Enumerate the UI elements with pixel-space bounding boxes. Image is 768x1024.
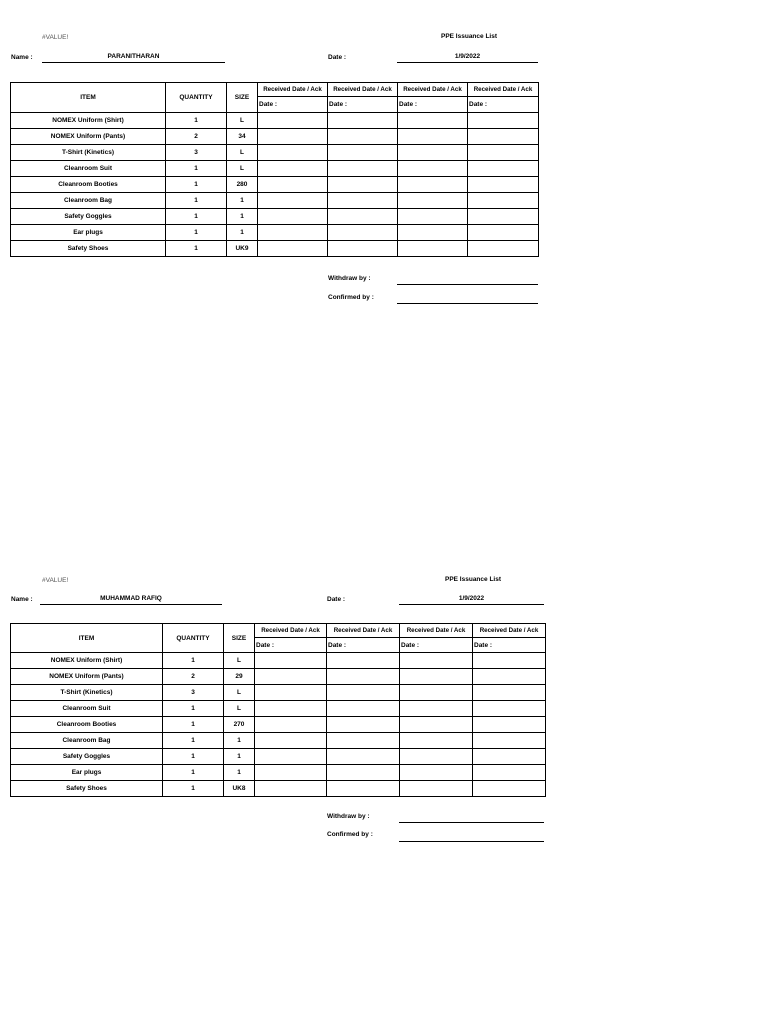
item-header: ITEM (11, 83, 166, 113)
ack-cell[interactable] (398, 161, 468, 177)
received-date-label: Date : (258, 97, 328, 113)
ack-cell[interactable] (327, 765, 400, 781)
quantity-cell: 1 (166, 177, 227, 193)
size-cell: 29 (224, 669, 255, 685)
received-date-label: Date : (400, 638, 473, 653)
size-header: SIZE (224, 624, 255, 653)
ack-cell[interactable] (258, 225, 328, 241)
ack-cell[interactable] (473, 685, 546, 701)
size-cell: 1 (224, 765, 255, 781)
table-row (11, 717, 546, 733)
ack-cell[interactable] (327, 653, 400, 669)
received-header: Received Date / Ack (398, 83, 468, 97)
ppe-table (10, 82, 539, 257)
ack-cell[interactable] (327, 685, 400, 701)
table-row (11, 209, 539, 225)
received-header: Received Date / Ack (328, 83, 398, 97)
table-row (11, 193, 539, 209)
ack-cell[interactable] (255, 781, 327, 797)
ack-cell[interactable] (327, 749, 400, 765)
sheet-title: PPE Issuance List (445, 576, 501, 583)
quantity-cell: 2 (166, 129, 227, 145)
ack-cell[interactable] (258, 177, 328, 193)
ack-cell[interactable] (398, 193, 468, 209)
ack-cell[interactable] (258, 209, 328, 225)
size-cell: L (227, 145, 258, 161)
ack-cell[interactable] (255, 685, 327, 701)
withdraw-signature-line[interactable] (397, 274, 538, 285)
ack-cell[interactable] (258, 161, 328, 177)
quantity-cell: 1 (166, 241, 227, 257)
size-cell: 270 (224, 717, 255, 733)
ack-cell[interactable] (328, 225, 398, 241)
table-row (11, 653, 546, 669)
ppe-table (10, 623, 546, 797)
item-cell: Cleanroom Booties (11, 177, 166, 193)
ack-cell[interactable] (473, 765, 546, 781)
quantity-cell: 1 (163, 701, 224, 717)
size-cell: 1 (227, 193, 258, 209)
table-row (11, 177, 539, 193)
ack-cell[interactable] (327, 717, 400, 733)
error-cell: #VALUE! (42, 34, 69, 41)
quantity-cell: 1 (163, 765, 224, 781)
item-cell: NOMEX Uniform (Pants) (11, 129, 166, 145)
ack-cell[interactable] (255, 749, 327, 765)
ack-cell[interactable] (328, 129, 398, 145)
size-cell: 1 (227, 225, 258, 241)
table-row (11, 669, 546, 685)
ack-cell[interactable] (400, 733, 473, 749)
ack-cell[interactable] (473, 733, 546, 749)
size-cell: UK9 (227, 241, 258, 257)
ack-cell[interactable] (468, 161, 539, 177)
size-cell: L (224, 653, 255, 669)
table-row (11, 781, 546, 797)
received-header: Received Date / Ack (400, 624, 473, 638)
received-date-label: Date : (468, 97, 539, 113)
ack-cell[interactable] (398, 113, 468, 129)
size-cell: 34 (227, 129, 258, 145)
ack-cell[interactable] (398, 241, 468, 257)
size-cell: 280 (227, 177, 258, 193)
ack-cell[interactable] (327, 781, 400, 797)
ack-cell[interactable] (473, 701, 546, 717)
quantity-header: QUANTITY (163, 624, 224, 653)
confirmed-label: Confirmed by : (328, 294, 374, 301)
withdraw-signature-line[interactable] (399, 812, 544, 823)
confirmed-signature-line[interactable] (399, 831, 544, 842)
ack-cell[interactable] (328, 193, 398, 209)
item-cell: Safety Goggles (11, 209, 166, 225)
ack-cell[interactable] (398, 129, 468, 145)
received-date-label: Date : (328, 97, 398, 113)
table-row (11, 161, 539, 177)
table-row (11, 765, 546, 781)
date-value: 1/9/2022 (399, 594, 544, 605)
received-header: Received Date / Ack (255, 624, 327, 638)
ack-cell[interactable] (255, 765, 327, 781)
item-cell: NOMEX Uniform (Pants) (11, 669, 163, 685)
ack-cell[interactable] (400, 717, 473, 733)
table-row (11, 241, 539, 257)
item-header: ITEM (11, 624, 163, 653)
ack-cell[interactable] (255, 653, 327, 669)
ack-cell[interactable] (400, 669, 473, 685)
ack-cell[interactable] (473, 749, 546, 765)
ack-cell[interactable] (327, 733, 400, 749)
quantity-cell: 1 (163, 653, 224, 669)
received-header: Received Date / Ack (327, 624, 400, 638)
item-cell: Ear plugs (11, 765, 163, 781)
confirmed-label: Confirmed by : (327, 831, 373, 838)
quantity-cell: 1 (166, 209, 227, 225)
quantity-cell: 1 (163, 733, 224, 749)
received-date-label: Date : (255, 638, 327, 653)
ack-cell[interactable] (258, 113, 328, 129)
ack-cell[interactable] (328, 161, 398, 177)
date-label: Date : (328, 54, 347, 61)
withdraw-label: Withdraw by : (327, 813, 370, 820)
item-cell: T-Shirt (Kinetics) (11, 145, 166, 161)
quantity-cell: 1 (163, 749, 224, 765)
ack-cell[interactable] (473, 669, 546, 685)
sheet-title: PPE Issuance List (441, 33, 497, 40)
table-row (11, 733, 546, 749)
ack-cell[interactable] (328, 113, 398, 129)
ack-cell[interactable] (400, 701, 473, 717)
name-label: Name : (11, 54, 33, 61)
ack-cell[interactable] (398, 225, 468, 241)
quantity-cell: 1 (166, 193, 227, 209)
ack-cell[interactable] (327, 701, 400, 717)
size-cell: 1 (227, 209, 258, 225)
date-value: 1/9/2022 (397, 52, 538, 63)
ack-cell[interactable] (255, 717, 327, 733)
item-cell: Cleanroom Bag (11, 193, 166, 209)
ack-cell[interactable] (468, 241, 539, 257)
ack-cell[interactable] (328, 241, 398, 257)
size-cell: 1 (224, 733, 255, 749)
ack-cell[interactable] (468, 113, 539, 129)
ack-cell[interactable] (468, 209, 539, 225)
received-date-label: Date : (398, 97, 468, 113)
ack-cell[interactable] (398, 177, 468, 193)
received-date-label: Date : (327, 638, 400, 653)
size-cell: L (224, 701, 255, 717)
ack-cell[interactable] (400, 685, 473, 701)
ack-cell[interactable] (258, 129, 328, 145)
ack-cell[interactable] (255, 701, 327, 717)
ack-cell[interactable] (328, 145, 398, 161)
size-cell: L (227, 161, 258, 177)
table-row (11, 129, 539, 145)
ack-cell[interactable] (468, 193, 539, 209)
size-header: SIZE (227, 83, 258, 113)
item-cell: NOMEX Uniform (Shirt) (11, 113, 166, 129)
item-cell: Safety Shoes (11, 241, 166, 257)
quantity-cell: 2 (163, 669, 224, 685)
ack-cell[interactable] (255, 733, 327, 749)
item-cell: Safety Shoes (11, 781, 163, 797)
table-row (11, 685, 546, 701)
ack-cell[interactable] (400, 653, 473, 669)
item-cell: Ear plugs (11, 225, 166, 241)
ack-cell[interactable] (468, 225, 539, 241)
quantity-cell: 3 (163, 685, 224, 701)
item-cell: Cleanroom Booties (11, 717, 163, 733)
ack-cell[interactable] (400, 781, 473, 797)
ack-cell[interactable] (398, 209, 468, 225)
name-value: MUHAMMAD RAFIQ (40, 594, 222, 605)
item-cell: NOMEX Uniform (Shirt) (11, 653, 163, 669)
table-row (11, 145, 539, 161)
item-cell: Cleanroom Suit (11, 161, 166, 177)
ack-cell[interactable] (258, 241, 328, 257)
ack-cell[interactable] (473, 781, 546, 797)
ack-cell[interactable] (258, 193, 328, 209)
quantity-cell: 3 (166, 145, 227, 161)
confirmed-signature-line[interactable] (397, 293, 538, 304)
ack-cell[interactable] (400, 765, 473, 781)
item-cell: Cleanroom Bag (11, 733, 163, 749)
quantity-cell: 1 (166, 225, 227, 241)
date-label: Date : (327, 596, 346, 603)
table-row (11, 225, 539, 241)
name-value: PARANITHARAN (42, 52, 225, 63)
ack-cell[interactable] (327, 669, 400, 685)
size-cell: L (224, 685, 255, 701)
withdraw-label: Withdraw by : (328, 275, 371, 282)
name-label: Name : (11, 596, 33, 603)
item-cell: Safety Goggles (11, 749, 163, 765)
ack-cell[interactable] (468, 145, 539, 161)
received-header: Received Date / Ack (258, 83, 328, 97)
item-cell: Cleanroom Suit (11, 701, 163, 717)
size-cell: L (227, 113, 258, 129)
received-header: Received Date / Ack (468, 83, 539, 97)
ack-cell[interactable] (328, 209, 398, 225)
quantity-cell: 1 (163, 717, 224, 733)
size-cell: UK8 (224, 781, 255, 797)
table-row (11, 749, 546, 765)
quantity-cell: 1 (166, 161, 227, 177)
ack-cell[interactable] (398, 145, 468, 161)
quantity-header: QUANTITY (166, 83, 227, 113)
ack-cell[interactable] (473, 653, 546, 669)
received-date-label: Date : (473, 638, 546, 653)
item-cell: T-Shirt (Kinetics) (11, 685, 163, 701)
ack-cell[interactable] (400, 749, 473, 765)
received-header: Received Date / Ack (473, 624, 546, 638)
size-cell: 1 (224, 749, 255, 765)
ack-cell[interactable] (328, 177, 398, 193)
ack-cell[interactable] (255, 669, 327, 685)
error-cell: #VALUE! (42, 577, 69, 584)
ack-cell[interactable] (473, 717, 546, 733)
ack-cell[interactable] (468, 129, 539, 145)
ack-cell[interactable] (258, 145, 328, 161)
quantity-cell: 1 (166, 113, 227, 129)
table-row (11, 701, 546, 717)
table-row (11, 113, 539, 129)
quantity-cell: 1 (163, 781, 224, 797)
ack-cell[interactable] (468, 177, 539, 193)
